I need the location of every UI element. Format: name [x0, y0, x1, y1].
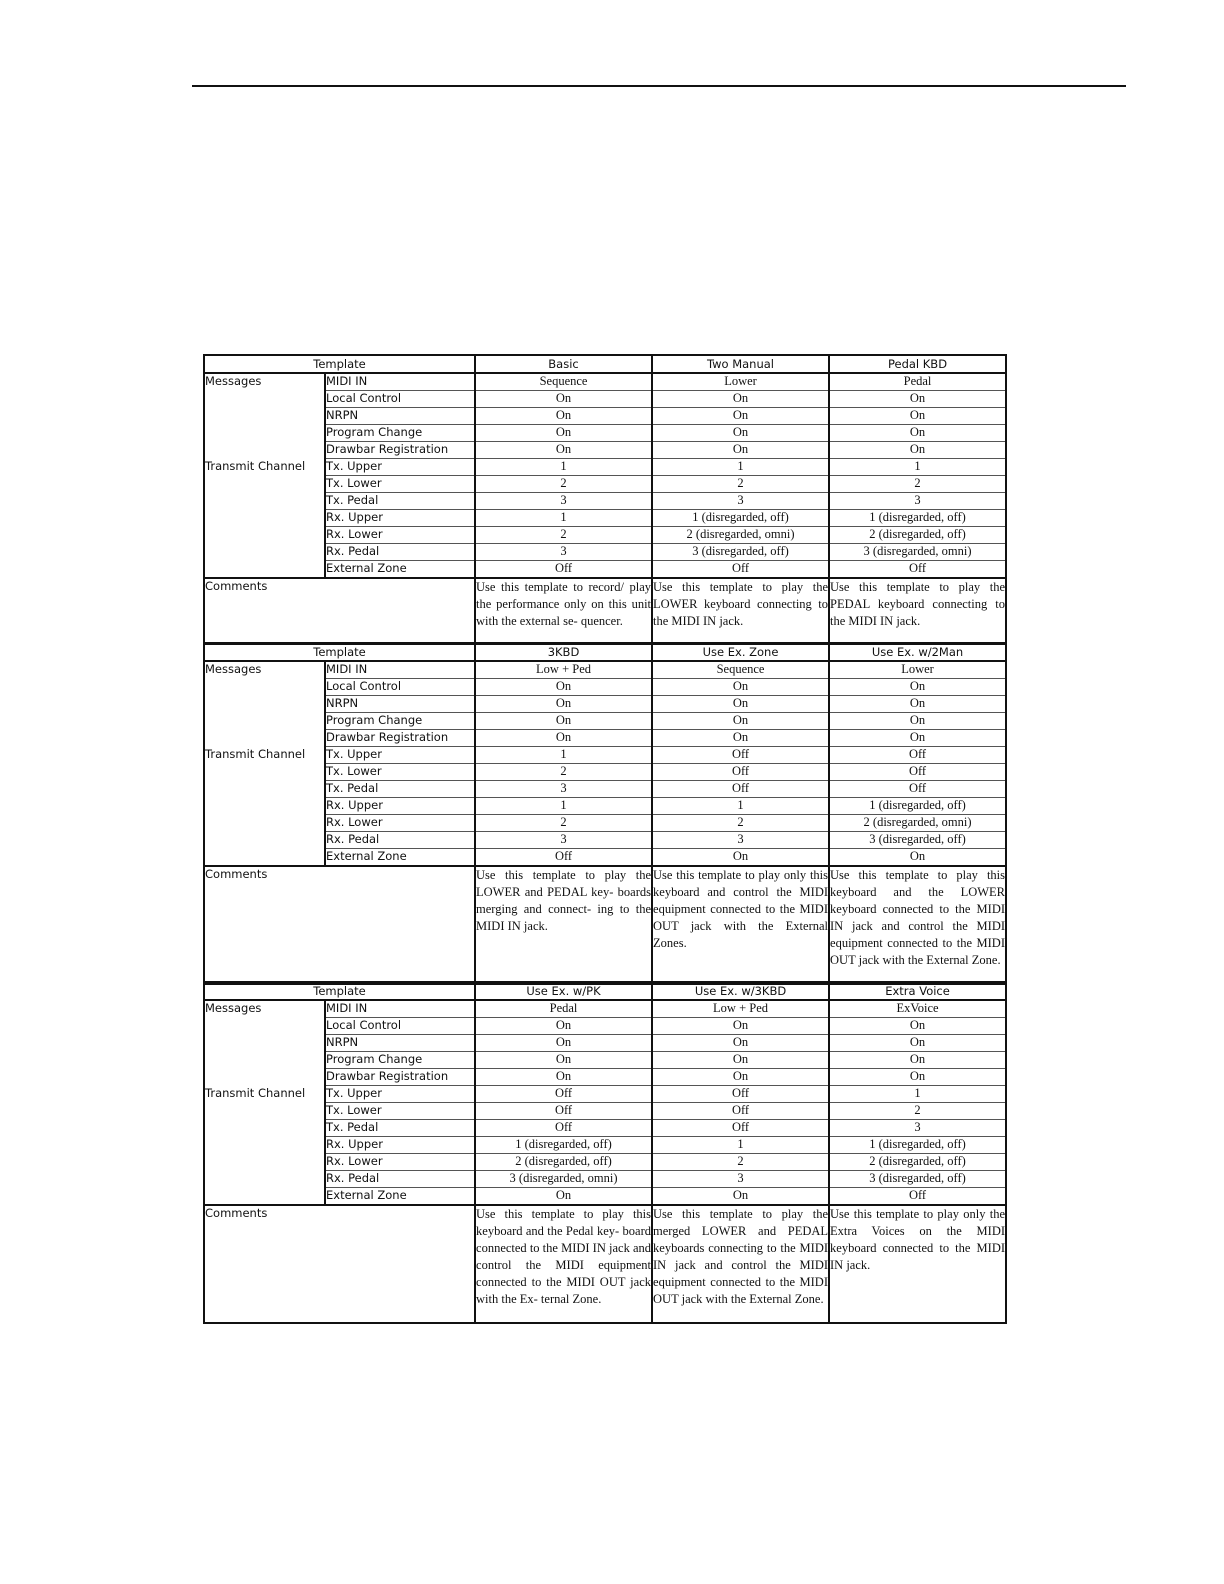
table-cell: Off — [475, 1120, 652, 1137]
table-cell: 3 — [829, 1120, 1006, 1137]
table-cell: On — [652, 696, 829, 713]
table-cell: On — [829, 425, 1006, 442]
table-cell: ExVoice — [829, 1000, 1006, 1018]
row-label: Rx. Lower — [325, 1154, 475, 1171]
table-cell: 3 (disregarded, off) — [829, 1171, 1006, 1188]
table-cell: On — [652, 679, 829, 696]
table-cell: 2 (disregarded, off) — [829, 1154, 1006, 1171]
table-cell: On — [652, 442, 829, 459]
table-cell: 1 — [652, 459, 829, 476]
table-cell: On — [475, 408, 652, 425]
table-cell: On — [829, 391, 1006, 408]
row-label: MIDI IN — [325, 661, 475, 679]
table-cell: On — [475, 1188, 652, 1206]
row-label: Rx. Pedal — [325, 1171, 475, 1188]
table-cell: 2 — [475, 815, 652, 832]
group-label-transmit-channel: Transmit Channel — [204, 459, 325, 579]
table-cell: 1 (disregarded, off) — [829, 1137, 1006, 1154]
midi-template-table-3 — [203, 981, 1007, 1324]
table-cell: 3 (disregarded, omni) — [829, 544, 1006, 561]
table-cell: On — [829, 696, 1006, 713]
table-cell: 3 — [475, 544, 652, 561]
table-cell: On — [475, 1052, 652, 1069]
table-cell: On — [652, 408, 829, 425]
table-cell: 3 (disregarded, omni) — [475, 1171, 652, 1188]
midi-template-table-1 — [203, 354, 1007, 645]
row-label: MIDI IN — [325, 373, 475, 391]
table-cell: On — [475, 1069, 652, 1086]
table-cell: 1 — [652, 1137, 829, 1154]
table-cell: 2 — [475, 764, 652, 781]
table-cell: Off — [652, 1103, 829, 1120]
table-cell: On — [652, 1018, 829, 1035]
group-label-messages: Messages — [204, 373, 325, 459]
row-label: Rx. Lower — [325, 527, 475, 544]
table-cell: 1 — [475, 510, 652, 527]
row-label: Rx. Lower — [325, 815, 475, 832]
table-cell: 3 — [829, 493, 1006, 510]
template-header: Template — [204, 355, 475, 373]
row-label: NRPN — [325, 696, 475, 713]
table-cell: Off — [652, 764, 829, 781]
table-cell: 3 — [475, 781, 652, 798]
table-cell: On — [829, 730, 1006, 747]
row-label: Rx. Upper — [325, 1137, 475, 1154]
row-label: Program Change — [325, 713, 475, 730]
table-cell: Lower — [652, 373, 829, 391]
column-header: Use Ex. Zone — [652, 643, 829, 661]
template-header: Template — [204, 643, 475, 661]
table-cell: On — [475, 1035, 652, 1052]
table-cell: Low + Ped — [652, 1000, 829, 1018]
comment-cell: Use this template to play the merged LOWER and PEDAL keyboards connecting to the MIDI IN jack and control the MIDI equipment connected to the MIDI OUT jack with the External Zone. — [652, 1205, 829, 1323]
table-cell: Lower — [829, 661, 1006, 679]
table-cell: On — [829, 1035, 1006, 1052]
comment-cell: Use this template to play only the Extra Voices on the MIDI keyboard connected to the MIDI IN jack. — [829, 1205, 1006, 1323]
table-cell: 3 — [652, 1171, 829, 1188]
group-label-comments: Comments — [204, 866, 475, 984]
table-cell: 1 — [652, 798, 829, 815]
table-cell: On — [652, 391, 829, 408]
table-cell: Off — [829, 561, 1006, 579]
group-label-transmit-channel: Transmit Channel — [204, 747, 325, 867]
table-cell: Off — [652, 781, 829, 798]
table-cell: Sequence — [475, 373, 652, 391]
row-label: Rx. Pedal — [325, 832, 475, 849]
row-label: Tx. Upper — [325, 459, 475, 476]
row-label: Tx. Upper — [325, 747, 475, 764]
table-cell: 2 (disregarded, omni) — [652, 527, 829, 544]
row-label: Tx. Pedal — [325, 781, 475, 798]
row-label: Tx. Upper — [325, 1086, 475, 1103]
table-cell: Off — [652, 561, 829, 579]
table-cell: 1 (disregarded, off) — [829, 798, 1006, 815]
row-label: Rx. Pedal — [325, 544, 475, 561]
table-cell: On — [829, 1018, 1006, 1035]
table-cell: On — [829, 1069, 1006, 1086]
table-cell: Sequence — [652, 661, 829, 679]
table-cell: Off — [829, 747, 1006, 764]
row-label: Tx. Pedal — [325, 1120, 475, 1137]
comment-cell: Use this template to play the LOWER and PEDAL key- boards merging and connect- ing to the MIDI IN jack. — [475, 866, 652, 984]
table-cell: Off — [829, 1188, 1006, 1206]
table-cell: On — [652, 730, 829, 747]
table-cell: 2 — [652, 815, 829, 832]
row-label: NRPN — [325, 1035, 475, 1052]
table-cell: On — [652, 1052, 829, 1069]
table-cell: 1 (disregarded, off) — [652, 510, 829, 527]
table-cell: On — [652, 425, 829, 442]
table-cell: On — [829, 408, 1006, 425]
table-cell: 3 — [475, 832, 652, 849]
table-cell: On — [829, 442, 1006, 459]
row-label: Tx. Pedal — [325, 493, 475, 510]
table-cell: Pedal — [829, 373, 1006, 391]
table-cell: Off — [652, 1086, 829, 1103]
table-cell: On — [652, 1035, 829, 1052]
table-cell: 1 (disregarded, off) — [829, 510, 1006, 527]
table-cell: On — [829, 679, 1006, 696]
table-cell: On — [652, 713, 829, 730]
table-header-row — [204, 355, 1006, 373]
table-cell: On — [475, 713, 652, 730]
row-label: Tx. Lower — [325, 476, 475, 493]
group-label-comments: Comments — [204, 1205, 475, 1323]
table-cell: 3 (disregarded, off) — [829, 832, 1006, 849]
comment-cell: Use this template to play the LOWER keyboard connecting to the MIDI IN jack. — [652, 578, 829, 644]
table-cell: On — [475, 425, 652, 442]
table-cell: On — [829, 1052, 1006, 1069]
row-label: Rx. Upper — [325, 798, 475, 815]
midi-template-table-2 — [203, 642, 1007, 985]
row-label: Drawbar Registration — [325, 442, 475, 459]
table-cell: 1 — [475, 798, 652, 815]
column-header: Basic — [475, 355, 652, 373]
table-header-row — [204, 982, 1006, 1000]
table-cell: 2 — [829, 476, 1006, 493]
row-label: Program Change — [325, 1052, 475, 1069]
table-cell: On — [652, 1069, 829, 1086]
table-cell: 1 — [829, 1086, 1006, 1103]
table-header-row — [204, 643, 1006, 661]
row-label: Drawbar Registration — [325, 730, 475, 747]
comment-cell: Use this template to play this keyboard and the LOWER keyboard connected to the MIDI IN jack and control the MIDI equipment connected to the MIDI OUT jack with the External Zone. — [829, 866, 1006, 984]
row-label: External Zone — [325, 1188, 475, 1206]
table-cell: 3 — [652, 832, 829, 849]
table-cell: 1 (disregarded, off) — [475, 1137, 652, 1154]
table-cell: On — [652, 849, 829, 867]
comment-cell: Use this template to record/ play the performance only on this unit with the external se- quencer. — [475, 578, 652, 644]
row-label: Program Change — [325, 425, 475, 442]
table-cell: 3 — [475, 493, 652, 510]
row-label: Tx. Lower — [325, 764, 475, 781]
table-cell: Off — [475, 1086, 652, 1103]
row-label: External Zone — [325, 561, 475, 579]
column-header: Two Manual — [652, 355, 829, 373]
table-cell: 3 (disregarded, off) — [652, 544, 829, 561]
table-cell: Off — [652, 1120, 829, 1137]
column-header: Use Ex. w/3KBD — [652, 982, 829, 1000]
template-header: Template — [204, 982, 475, 1000]
table-cell: Off — [829, 764, 1006, 781]
table-cell: 1 — [829, 459, 1006, 476]
table-cell: Low + Ped — [475, 661, 652, 679]
group-label-messages: Messages — [204, 1000, 325, 1086]
table-cell: 1 — [475, 459, 652, 476]
table-cell: On — [475, 730, 652, 747]
row-label: External Zone — [325, 849, 475, 867]
header-rule — [192, 85, 1126, 87]
table-cell: Off — [475, 561, 652, 579]
column-header: Pedal KBD — [829, 355, 1006, 373]
row-label: Local Control — [325, 679, 475, 696]
table-cell: On — [475, 391, 652, 408]
column-header: Use Ex. w/2Man — [829, 643, 1006, 661]
table-cell: 2 — [475, 527, 652, 544]
row-label: Local Control — [325, 1018, 475, 1035]
table-cell: 2 — [475, 476, 652, 493]
table-cell: Off — [829, 781, 1006, 798]
table-cell: Off — [475, 849, 652, 867]
table-cell: On — [475, 679, 652, 696]
row-label: Local Control — [325, 391, 475, 408]
table-cell: Off — [652, 747, 829, 764]
row-label: MIDI IN — [325, 1000, 475, 1018]
column-header: Extra Voice — [829, 982, 1006, 1000]
column-header: Use Ex. w/PK — [475, 982, 652, 1000]
table-cell: 2 — [829, 1103, 1006, 1120]
table-cell: 2 — [652, 1154, 829, 1171]
row-label: NRPN — [325, 408, 475, 425]
table-cell: On — [652, 1188, 829, 1206]
table-cell: On — [475, 696, 652, 713]
table-cell: 1 — [475, 747, 652, 764]
table-cell: On — [829, 849, 1006, 867]
group-label-messages: Messages — [204, 661, 325, 747]
table-cell: On — [475, 1018, 652, 1035]
row-label: Drawbar Registration — [325, 1069, 475, 1086]
group-label-comments: Comments — [204, 578, 475, 644]
group-label-transmit-channel: Transmit Channel — [204, 1086, 325, 1206]
table-cell: 2 (disregarded, off) — [829, 527, 1006, 544]
row-label: Rx. Upper — [325, 510, 475, 527]
column-header: 3KBD — [475, 643, 652, 661]
comment-cell: Use this template to play this keyboard and the Pedal key- board connected to the MIDI IN jack and control the MIDI equipment connected to the MIDI OUT jack with the Ex- ternal Zone. — [475, 1205, 652, 1323]
table-cell: On — [475, 442, 652, 459]
row-label: Tx. Lower — [325, 1103, 475, 1120]
table-cell: Off — [475, 1103, 652, 1120]
table-cell: 3 — [652, 493, 829, 510]
table-cell: 2 — [652, 476, 829, 493]
table-cell: 2 (disregarded, off) — [475, 1154, 652, 1171]
comment-cell: Use this template to play only this keyboard and control the MIDI equipment connected to the MIDI OUT jack with the External Zones. — [652, 866, 829, 984]
comment-cell: Use this template to play the PEDAL keyboard connecting to the MIDI IN jack. — [829, 578, 1006, 644]
table-cell: 2 (disregarded, omni) — [829, 815, 1006, 832]
table-cell: On — [829, 713, 1006, 730]
table-cell: Pedal — [475, 1000, 652, 1018]
